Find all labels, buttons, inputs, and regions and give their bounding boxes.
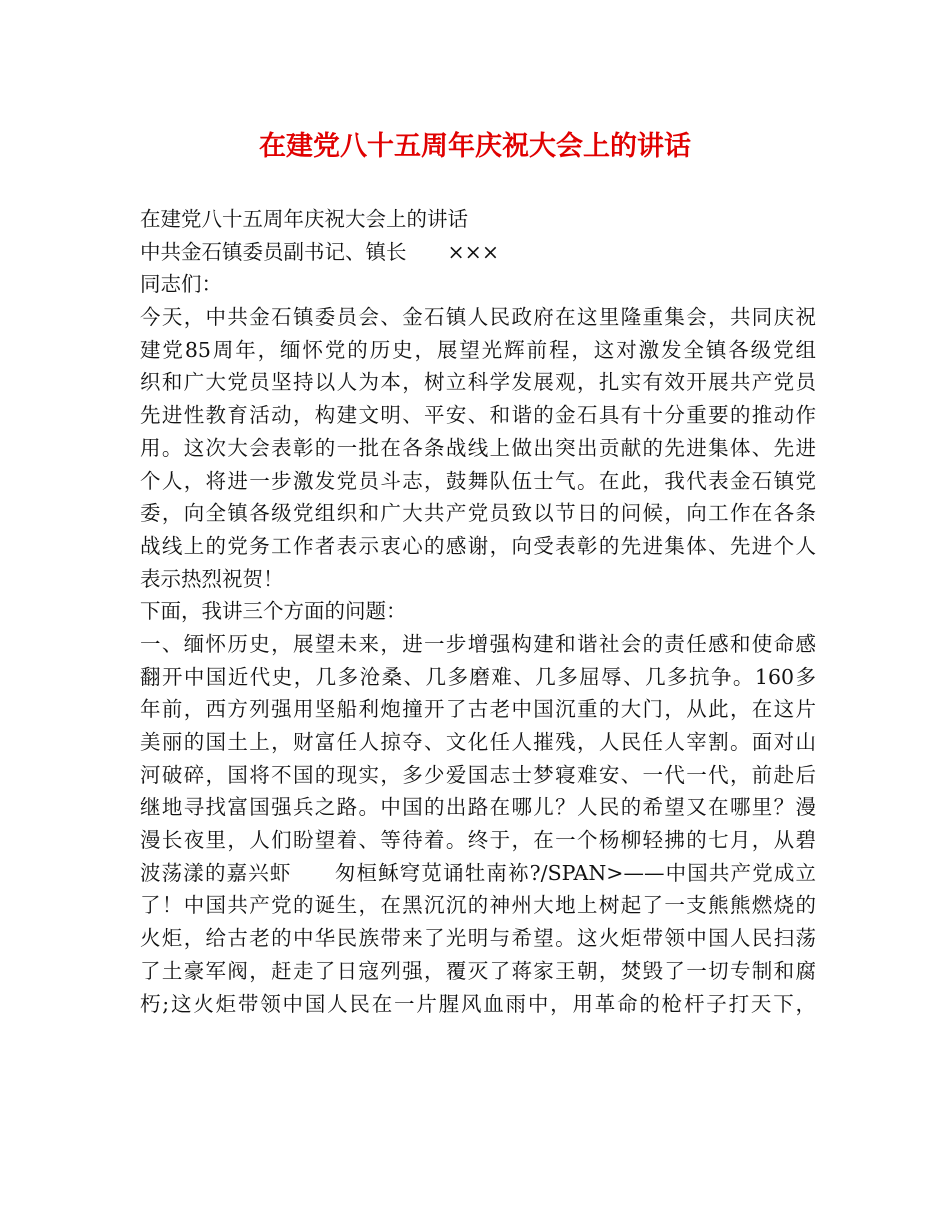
document-body	[140, 203, 820, 1020]
body-line: 河破碎，国将不国的现实，多少爱国志士梦寝难安、一代一代，前赴后	[140, 762, 816, 787]
body-line: 下面，我讲三个方面的问题：	[140, 599, 407, 624]
body-line: 先进性教育活动，构建文明、平安、和谐的金石具有十分重要的推动作	[140, 403, 816, 428]
document-title: 在建党八十五周年庆祝大会上的讲话	[259, 131, 691, 162]
body-line: 朽;这火炬带领中国人民在一片腥风血雨中，用革命的枪杆子打天下，	[140, 991, 816, 1016]
body-line: 波荡漾的嘉兴虾 匆桓稣穹苋诵牡南袮?/SPAN>——中国共产党成立	[140, 860, 816, 885]
body-line: 年前，西方列强用坚船利炮撞开了古老中国沉重的大门，从此，在这片	[140, 697, 816, 722]
body-line: 了土豪军阀，赶走了日寇列强，覆灭了蒋家王朝，焚毁了一切专制和腐	[140, 958, 816, 983]
body-line: 建党85周年，缅怀党的历史，展望光辉前程，这对激发全镇各级党组	[140, 337, 816, 362]
body-line: 了！中国共产党的诞生，在黑沉沉的神州大地上树起了一支熊熊燃烧的	[140, 893, 816, 918]
body-line: 织和广大党员坚持以人为本，树立科学发展观，扎实有效开展共产党员	[140, 370, 816, 395]
body-line: 在建党八十五周年庆祝大会上的讲话	[140, 207, 468, 231]
body-line: 中共金石镇委员副书记、镇长 ×××	[140, 239, 500, 264]
body-line: 继地寻找富国强兵之路。中国的出路在哪儿？人民的希望又在哪里？漫	[140, 795, 816, 820]
body-line: 漫长夜里，人们盼望着、等待着。终于，在一个杨柳轻拂的七月，从碧	[140, 828, 816, 853]
body-line: 战线上的党务工作者表示衷心的感谢，向受表彰的先进集体、先进个人	[140, 533, 816, 558]
body-line: 美丽的国土上，财富任人掠夺、文化任人摧残，人民任人宰割。面对山	[140, 730, 816, 754]
body-line: 今天，中共金石镇委员会、金石镇人民政府在这里隆重集会，共同庆祝	[140, 305, 816, 330]
body-line: 个人，将进一步激发党员斗志，鼓舞队伍士气。在此，我代表金石镇党	[140, 468, 816, 493]
body-line: 一、缅怀历史，展望未来，进一步增强构建和谐社会的责任感和使命感	[140, 631, 816, 656]
body-line: 同志们：	[140, 272, 222, 297]
body-line: 表示热烈祝贺！	[140, 566, 284, 591]
body-line: 翻开中国近代史，几多沧桑、几多磨难、几多屈辱、几多抗争。160多	[140, 664, 816, 689]
body-line: 用。这次大会表彰的一批在各条战线上做出突出贡献的先进集体、先进	[140, 435, 816, 460]
body-line: 火炬，给古老的中华民族带来了光明与希望。这火炬带领中国人民扫荡	[140, 926, 816, 951]
body-line: 委，向全镇各级党组织和广大共产党员致以节日的问候，向工作在各条	[140, 501, 816, 526]
